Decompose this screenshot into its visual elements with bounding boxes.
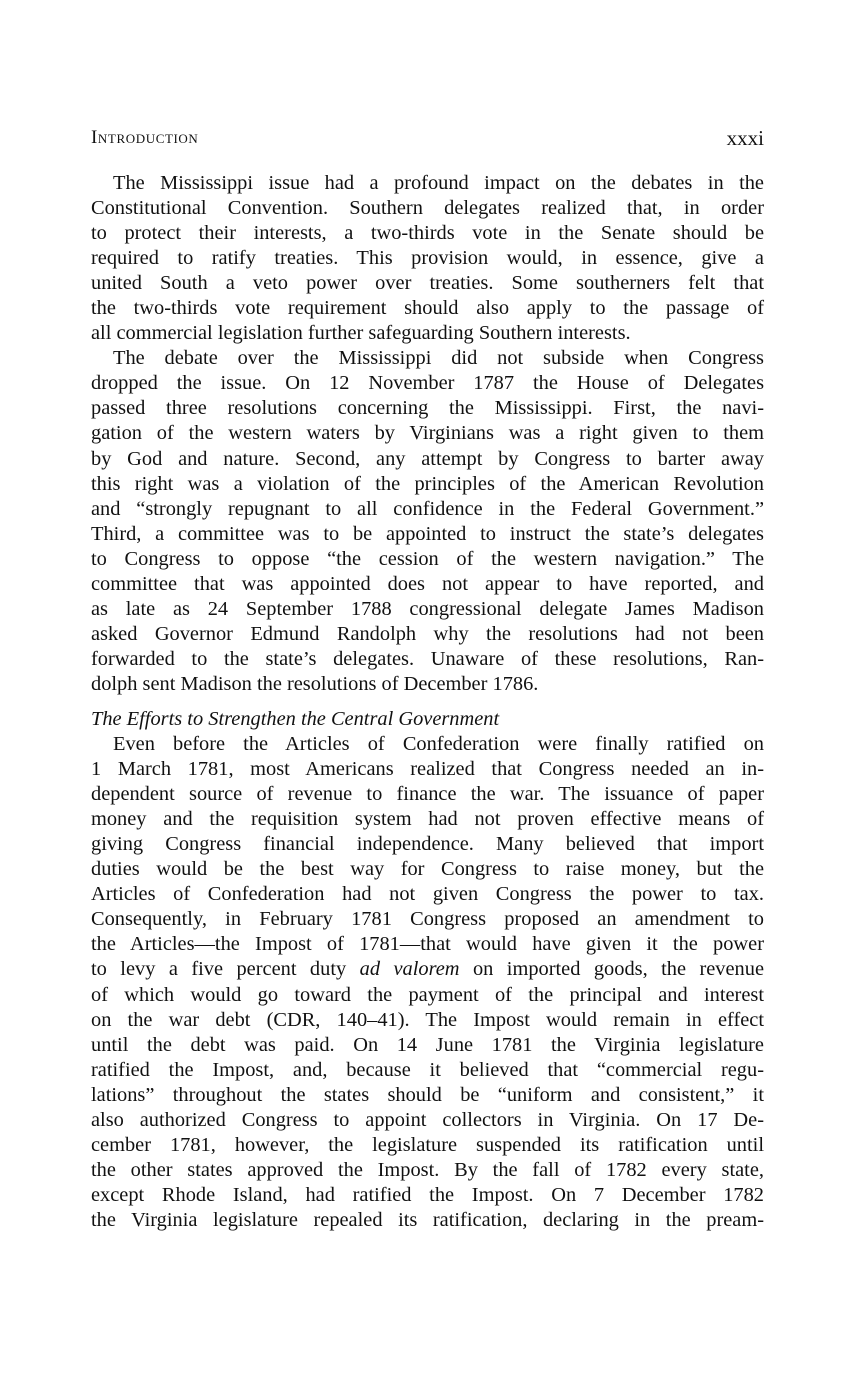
paragraph-1 xyxy=(91,171,764,346)
text-line: by God and nature. Second, any attempt by Congress to barter away xyxy=(91,447,764,470)
text-line: on the war debt (CDR, 140–41). The Impost would remain in effect xyxy=(91,1008,764,1031)
text-line: dropped the issue. On 12 November 1787 the House of Delegates xyxy=(91,372,764,395)
text-line: to Congress to oppose “the cession of the western navigation.” The xyxy=(91,547,764,570)
section-heading: The Efforts to Strengthen the Central Government xyxy=(91,707,500,730)
text-line: Constitutional Convention. Southern delegates realized that, in order xyxy=(91,197,764,220)
text-line: Consequently, in February 1781 Congress proposed an amendment to xyxy=(91,908,764,931)
text-line: money and the requisition system had not proven effective means of xyxy=(91,808,764,831)
text-line: the two-thirds vote requirement should also apply to the passage of xyxy=(91,297,764,320)
text-line: lations” throughout the states should be “uniform and consistent,” it xyxy=(91,1083,764,1106)
text-line: duties would be the best way for Congress to raise money, but the xyxy=(91,858,764,881)
paragraph-2 xyxy=(91,346,764,697)
running-title: Introduction xyxy=(91,127,199,148)
text-line: forwarded to the state’s delegates. Unaware of these resolutions, Ran- xyxy=(91,647,764,670)
paragraph-3 xyxy=(91,732,764,1233)
text-line: Articles of Confederation had not given Congress the power to tax. xyxy=(91,883,764,906)
text-line: the Articles—the Impost of 1781—that would have given it the power xyxy=(91,933,764,956)
text-line: dolph sent Madison the resolutions of December 1786. xyxy=(91,672,539,695)
text-line: as late as 24 September 1788 congressional delegate James Madison xyxy=(91,597,764,620)
text-line: asked Governor Edmund Randolph why the resolutions had not been xyxy=(91,622,764,645)
text-line: passed three resolutions concerning the Mississippi. First, the navi- xyxy=(91,397,764,420)
text-line: 1 March 1781, most Americans realized that Congress needed an in- xyxy=(91,758,764,781)
text-line: ratified the Impost, and, because it believed that “commercial regu- xyxy=(91,1058,764,1081)
text-line: required to ratify treaties. This provision would, in essence, give a xyxy=(91,247,764,270)
text-line: gation of the western waters by Virginians was a right given to them xyxy=(91,422,764,445)
text-line: this right was a violation of the principles of the American Revolution xyxy=(91,472,764,495)
text-run: on imported goods, the revenue xyxy=(459,958,764,981)
text-line: giving Congress financial independence. Many believed that import xyxy=(91,833,764,856)
text-line: united South a veto power over treaties. Some southerners felt that xyxy=(91,272,764,295)
text-line: all commercial legislation further safeguarding Southern interests. xyxy=(91,322,631,345)
text-line: the Virginia legislature repealed its ratification, declaring in the pream- xyxy=(91,1208,764,1231)
text-line: and “strongly repugnant to all confidence in the Federal Government.” xyxy=(91,497,764,520)
text-line: Third, a committee was to be appointed to instruct the state’s delegates xyxy=(91,522,764,545)
text-line: The Mississippi issue had a profound impact on the debates in the xyxy=(113,172,764,194)
text-line: to protect their interests, a two-thirds vote in the Senate should be xyxy=(91,222,764,245)
text-line: cember 1781, however, the legislature suspended its ratification until xyxy=(91,1133,764,1156)
running-head xyxy=(91,124,764,152)
text-line: also authorized Congress to appoint collectors in Virginia. On 17 De- xyxy=(91,1108,764,1131)
page-number: xxxi xyxy=(726,126,764,150)
text-line-mixed xyxy=(91,957,764,982)
text-line: until the debt was paid. On 14 June 1781 the Virginia legislature xyxy=(91,1033,764,1056)
text-line: The debate over the Mississippi did not subside when Congress xyxy=(113,347,764,370)
text-line: committee that was appointed does not appear to have reported, and xyxy=(91,572,764,595)
italic-term: ad valorem xyxy=(359,958,460,981)
text-run: to levy a five percent duty xyxy=(91,958,360,981)
text-line: the other states approved the Impost. By the fall of 1782 every state, xyxy=(91,1158,764,1181)
text-line: Even before the Articles of Confederation were finally ratified on xyxy=(113,733,764,756)
text-line: except Rhode Island, had ratified the Impost. On 7 December 1782 xyxy=(91,1183,764,1206)
text-line: dependent source of revenue to finance the war. The issuance of paper xyxy=(91,783,764,806)
body-text xyxy=(91,171,764,1233)
text-line: of which would go toward the payment of the principal and interest xyxy=(91,983,764,1006)
